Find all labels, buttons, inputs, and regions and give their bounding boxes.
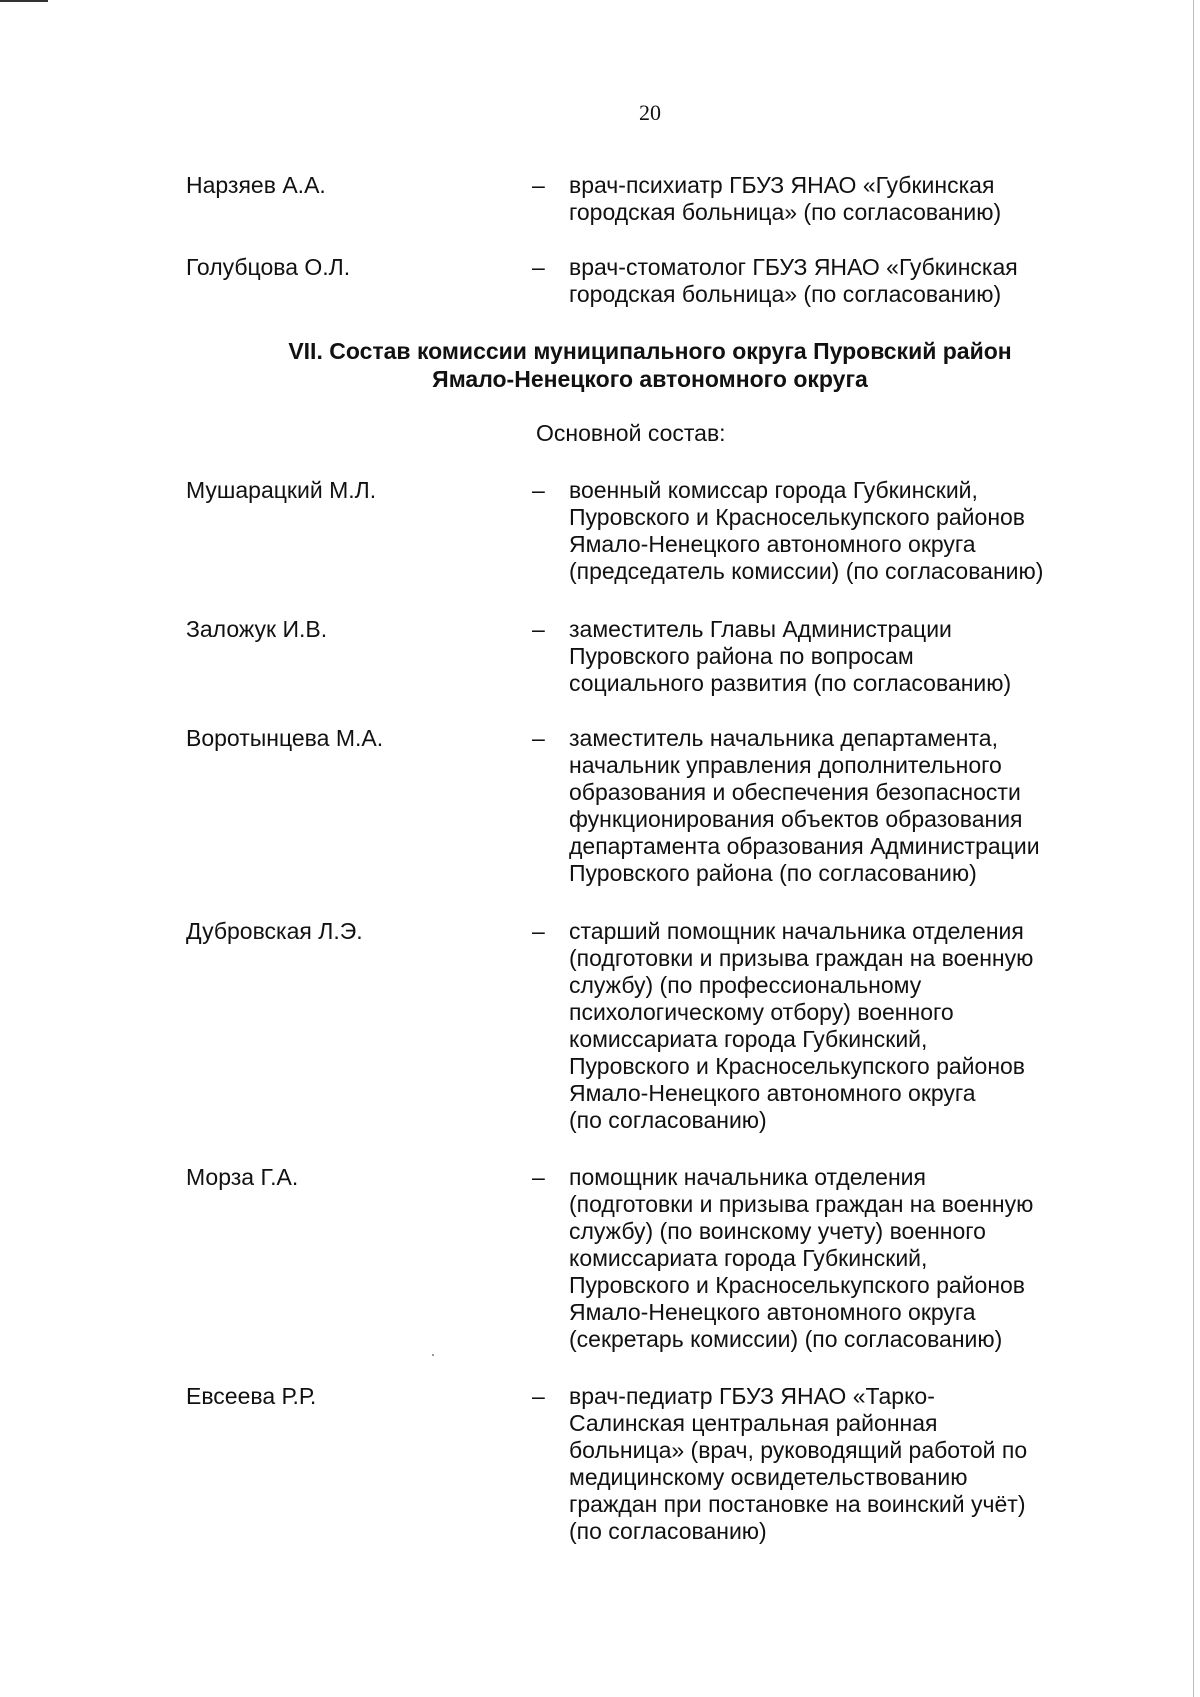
scan-page-edge (1193, 0, 1194, 1697)
member-description: старший помощник начальника отделения (подготовки и призыва граждан на военную службу) (по профессиональному психологическому отбору) военного комиссариата города Губкинский, Пуровского и Красноселькупского районов Ямало-Ненецкого автономного округа (по согласованию) (569, 918, 1034, 1133)
member-description: врач-педиатр ГБУЗ ЯНАО «Тарко- Салинская центральная районная больница» (врач, руководящий работой по медицинскому освидетельствованию граждан при постановке на воинский учёт) (по согласованию) (569, 1383, 1028, 1544)
member-dash: – (532, 1164, 545, 1190)
scan-artifact-mark (0, 0, 48, 2)
subsection-label: Основной состав: (536, 420, 726, 446)
member-description: заместитель Главы Администрации Пуровского района по вопросам социального развития (по согласованию) (569, 616, 1012, 696)
section-heading: VII. Состав комиссии муниципального округа Пуровский район Ямало-Ненецкого автономного округа (288, 338, 1012, 392)
member-name: Голубцова О.Л. (186, 254, 351, 280)
member-name: Нарзяев А.А. (186, 172, 326, 198)
member-name: Заложук И.В. (186, 616, 328, 642)
member-description: заместитель начальника департамента, начальник управления дополнительного образования и обеспечения безопасности функционирования объектов образования департамента образования Администрации Пуровского района (по согласованию) (569, 725, 1040, 886)
member-description: помощник начальника отделения (подготовки и призыва граждан на военную службу) (по воинскому учету) военного комиссариата города Губкинский, Пуровского и Красноселькупского районов Ямало-Ненецкого автономного округа (секретарь комиссии) (по согласованию) (569, 1164, 1034, 1352)
member-dash: – (532, 1383, 545, 1409)
member-name: Евсеева Р.Р. (186, 1383, 317, 1409)
member-name: Мушарацкий М.Л. (186, 477, 377, 503)
member-name: Дубровская Л.Э. (186, 918, 363, 944)
member-name: Морза Г.А. (186, 1164, 299, 1190)
member-dash: – (532, 172, 545, 198)
member-description: врач-психиатр ГБУЗ ЯНАО «Губкинская городская больница» (по согласованию) (569, 172, 1002, 225)
member-name: Воротынцева М.А. (186, 725, 384, 751)
member-description: военный комиссар города Губкинский, Пуровского и Красноселькупского районов Ямало-Ненецкого автономного округа (председатель комиссии) (по согласованию) (569, 477, 1044, 584)
member-dash: – (532, 616, 545, 642)
page-number: 20 (639, 100, 661, 125)
member-dash: – (532, 918, 545, 944)
member-description: врач-стоматолог ГБУЗ ЯНАО «Губкинская городская больница» (по согласованию) (569, 254, 1018, 307)
member-dash: – (532, 725, 545, 751)
scan-speck (432, 1354, 434, 1356)
member-dash: – (532, 477, 545, 503)
member-dash: – (532, 254, 545, 280)
